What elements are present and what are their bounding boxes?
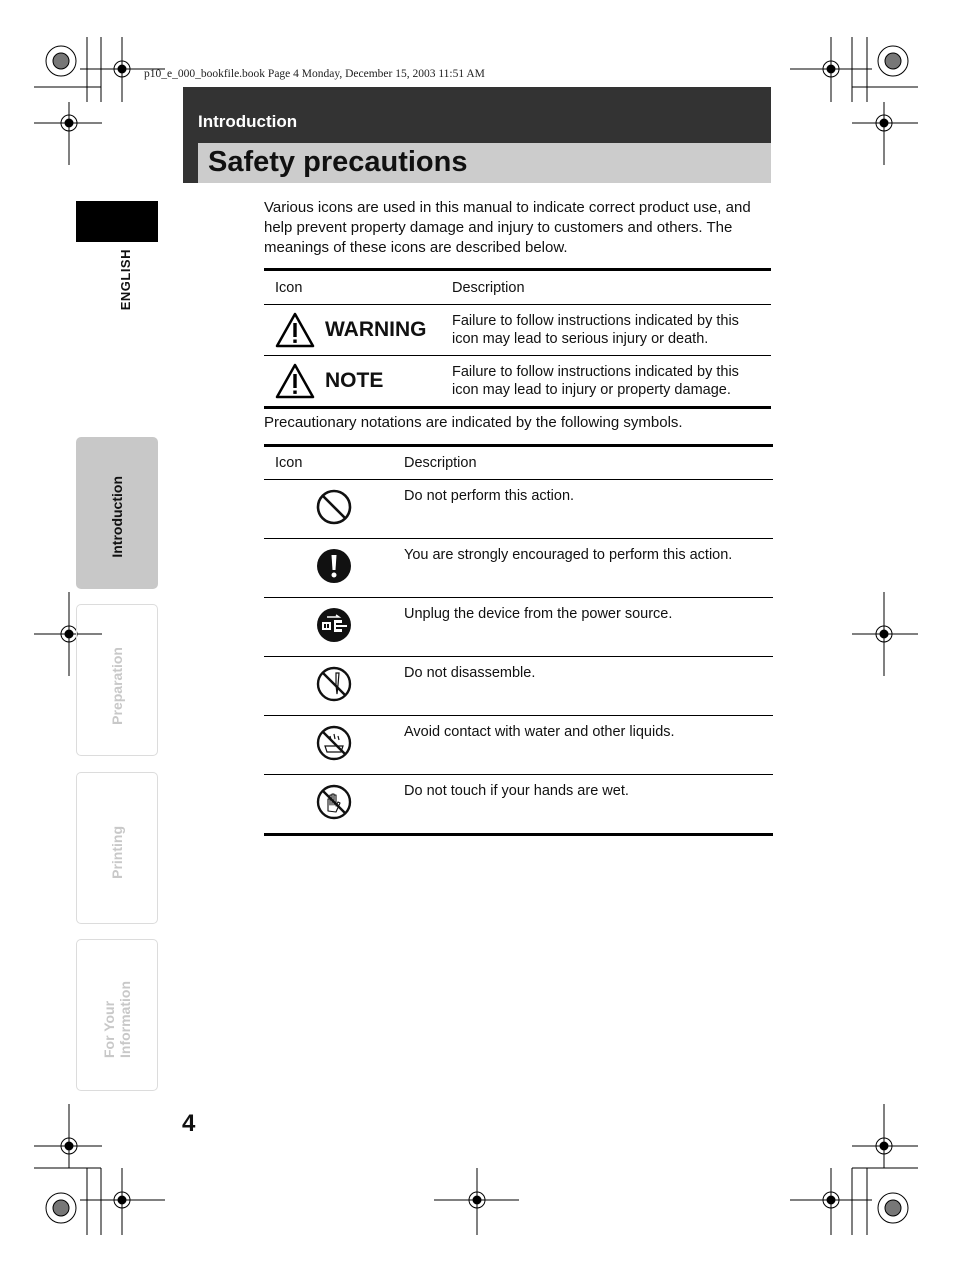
table-row [264, 657, 773, 716]
table-row [264, 775, 773, 835]
symbol-description: Unplug the device from the power source. [404, 606, 673, 622]
note-description: Failure to follow instructions indicated by this icon may lead to injury or property damage. [452, 364, 739, 398]
side-tab-introduction[interactable] [76, 437, 158, 589]
header-icon: Icon [275, 279, 303, 296]
signal-words-table [264, 268, 771, 409]
no-wet-hands-icon [315, 783, 353, 821]
symbol-description: Avoid contact with water and other liquids. [404, 724, 675, 740]
table-row [264, 480, 773, 539]
warning-label: WARNING [325, 318, 427, 341]
note-label: NOTE [325, 369, 384, 392]
side-tab-label: Preparation [109, 647, 125, 725]
side-tab-preparation[interactable] [76, 604, 158, 756]
table-row [264, 716, 773, 775]
page-title: Safety precautions [208, 146, 468, 178]
symbol-description: Do not disassemble. [404, 665, 536, 681]
page-number: 4 [182, 1110, 196, 1137]
symbol-description: Do not perform this action. [404, 488, 575, 504]
header-description: Description [452, 279, 525, 296]
prohibition-icon [315, 488, 353, 526]
table-header-row [264, 270, 771, 305]
warning-triangle-icon [275, 312, 315, 348]
symbol-description: Do not touch if your hands are wet. [404, 783, 629, 799]
side-tab-label: Printing [109, 826, 125, 879]
header-icon: Icon [275, 455, 303, 471]
unplug-icon [315, 606, 353, 644]
table-row [264, 539, 773, 598]
table-row [264, 356, 771, 408]
caution-triangle-icon [275, 363, 315, 399]
symbols-intro: Precautionary notations are indicated by the following symbols. [264, 414, 683, 431]
side-tab-printing[interactable] [76, 772, 158, 924]
table-row [264, 305, 771, 356]
print-header: p10_e_000_bookfile.book Page 4 Monday, December 15, 2003 11:51 AM [144, 68, 485, 80]
header-description: Description [404, 455, 477, 471]
side-tab-label: Introduction [109, 476, 125, 558]
mandatory-action-icon [315, 547, 353, 585]
no-liquids-icon [315, 724, 353, 762]
side-tab-for-your-information[interactable] [76, 939, 158, 1091]
table-row [264, 598, 773, 657]
table-header-row [264, 446, 773, 480]
language-label: ENGLISH [118, 249, 133, 311]
side-tab-label: For Your Information [101, 981, 133, 1058]
language-block [76, 201, 158, 242]
symbols-table [264, 444, 773, 836]
intro-paragraph: Various icons are used in this manual to indicate correct product use, and help prevent property damage and injury to customers and others. The meanings of these icons are described below. [264, 199, 751, 256]
warning-description: Failure to follow instructions indicated by this icon may lead to serious injury or death. [452, 313, 739, 347]
no-disassembly-icon [315, 665, 353, 703]
symbol-description: You are strongly encouraged to perform this action. [404, 547, 733, 563]
section-label: Introduction [198, 112, 298, 131]
